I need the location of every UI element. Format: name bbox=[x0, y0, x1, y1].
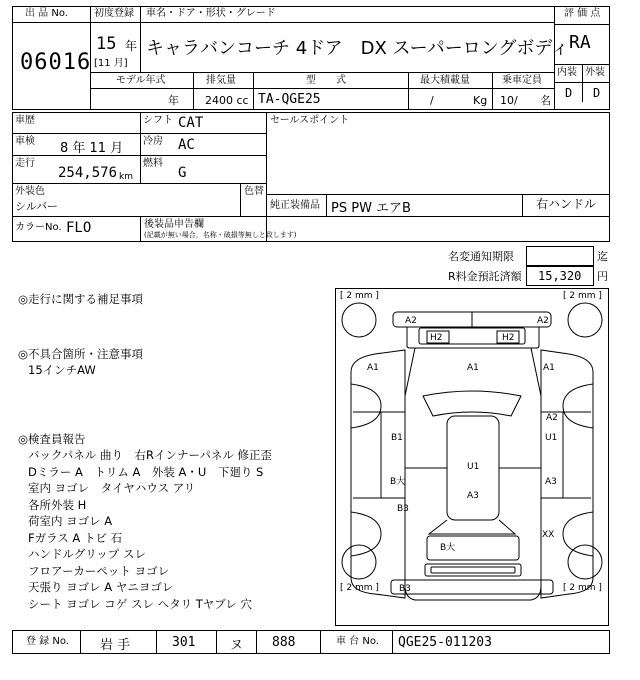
fuel-label: 燃料 bbox=[143, 158, 163, 169]
recolor-label: 色替 bbox=[244, 186, 264, 197]
damage-diagram bbox=[335, 288, 609, 626]
title-change-unit: 迄 bbox=[597, 250, 608, 263]
driving-remarks-title: ◎走行に関する補足事項 bbox=[18, 292, 144, 306]
rating: RA bbox=[569, 32, 591, 53]
defects-title: ◎不具合箇所・注意事項 bbox=[18, 347, 144, 361]
body-outline bbox=[353, 348, 591, 600]
reg-num: 888 bbox=[272, 635, 296, 650]
damage-mark-rear-bumper: B3 bbox=[399, 584, 411, 594]
damage-mark-front-bumper-l: A2 bbox=[405, 316, 417, 326]
aftermarket-note: (記載が無い場合，名称・破損等無しと致します) bbox=[144, 231, 297, 239]
damage-mark-side-l: B大 bbox=[390, 477, 406, 487]
report-line: 各所外装 H bbox=[28, 497, 87, 512]
fuel: G bbox=[178, 165, 187, 181]
report-line: Fガラス A トビ 石 bbox=[28, 530, 123, 545]
damage-mark-windshield: A1 bbox=[467, 363, 479, 373]
inspection-label: 車検 bbox=[15, 136, 35, 147]
sales-point-label: セールスポイント bbox=[270, 115, 350, 126]
lot-no: 06016 bbox=[20, 50, 92, 75]
genuine-equipment: PS PW エアB bbox=[331, 201, 411, 216]
damage-mark-hood-r: H2 bbox=[502, 333, 515, 343]
exterior-grade: D bbox=[593, 86, 601, 100]
damage-mark-fender-l: A1 bbox=[367, 363, 379, 373]
damage-mark-hood-l: H2 bbox=[430, 333, 443, 343]
displacement: 2400 cc bbox=[205, 94, 249, 107]
damage-mark-roof-2: A3 bbox=[467, 491, 479, 501]
max-load-unit: Kg bbox=[473, 94, 488, 107]
damage-mark-back: B大 bbox=[440, 543, 456, 553]
damage-mark-door-r1: A2 bbox=[546, 413, 558, 423]
color-no-label: カラーNo. bbox=[15, 222, 62, 233]
side-panels bbox=[351, 350, 593, 598]
aftermarket-label: 後装品申告欄 bbox=[144, 219, 204, 230]
max-load: / bbox=[430, 94, 434, 107]
reg-kana: ヌ bbox=[230, 638, 244, 653]
car-name: キャラバンコーチ 4ドア DX スーパーロングボディ bbox=[146, 38, 569, 59]
color: シルバー bbox=[15, 200, 58, 213]
interior-grade: D bbox=[565, 86, 573, 100]
tire-bottom-right: [ 2 mm ] bbox=[563, 583, 602, 593]
damage-mark-front-bumper-r: A2 bbox=[537, 316, 549, 326]
damage-mark-quarter-r: XX bbox=[542, 530, 555, 540]
report-line: シート ヨゴレ コゲ スレ ヘタリ Tヤブレ 穴 bbox=[28, 596, 252, 611]
name-label: 車名・ドア・形状・グレード bbox=[146, 8, 276, 19]
color-no: FLO bbox=[66, 220, 92, 236]
title-change-box bbox=[526, 246, 594, 266]
damage-mark-door-l: B1 bbox=[391, 433, 403, 443]
mileage-label: 走行 bbox=[15, 158, 35, 169]
ac: AC bbox=[178, 137, 195, 153]
exterior-label: 外装 bbox=[585, 67, 605, 78]
history-label: 車歴 bbox=[15, 115, 35, 126]
rating-label: 評 価 点 bbox=[564, 8, 601, 19]
inspector-report-title: ◎検査員報告 bbox=[18, 432, 86, 446]
report-line: Dミラー A トリム A 外装 A・U 下廻り S bbox=[28, 464, 264, 479]
first-reg-label: 初度登録 bbox=[94, 8, 134, 19]
color-label: 外装色 bbox=[15, 186, 45, 197]
chassis-no: QGE25-011203 bbox=[398, 635, 492, 650]
type-label: 型 式 bbox=[306, 75, 346, 86]
rear-bumper bbox=[391, 564, 553, 594]
reg-area: 岩 手 bbox=[100, 638, 131, 653]
capacity-label: 乗車定員 bbox=[502, 75, 542, 86]
reg-no-label: 登 録 No. bbox=[26, 636, 69, 647]
tire-top-left: [ 2 mm ] bbox=[340, 291, 379, 301]
shift: CAT bbox=[178, 115, 204, 131]
mileage-unit: km bbox=[119, 172, 133, 182]
tire-top-right: [ 2 mm ] bbox=[563, 291, 602, 301]
ac-label: 冷房 bbox=[143, 136, 163, 147]
reg-class: 301 bbox=[172, 635, 196, 650]
max-load-label: 最大積載量 bbox=[420, 75, 470, 86]
capacity: 10/ bbox=[500, 94, 518, 107]
report-line: バックパネル 曲り 右Rインナーパネル 修正歪 bbox=[28, 448, 273, 462]
model-year-unit: 年 bbox=[168, 94, 179, 107]
hood bbox=[407, 327, 539, 348]
first-reg-year-unit: 年 bbox=[125, 39, 138, 53]
capacity-unit: 名 bbox=[540, 94, 551, 107]
genuine-label: 純正装備品 bbox=[270, 200, 320, 211]
first-reg-month: [11 月] bbox=[94, 58, 128, 69]
chassis-label: 車 台 No. bbox=[336, 636, 379, 647]
damage-mark-rear-l: B3 bbox=[397, 504, 409, 514]
report-line: ハンドルグリップ スレ bbox=[28, 547, 146, 561]
report-line: 室内 ヨゴレ タイヤハウス アリ bbox=[28, 481, 196, 495]
inspection: 8 年 11 月 bbox=[60, 141, 124, 156]
tire-bottom-left: [ 2 mm ] bbox=[340, 583, 379, 593]
damage-mark-fender-r: A1 bbox=[543, 363, 555, 373]
report-line: 荷室内 ヨゴレ A bbox=[28, 514, 113, 528]
tire-front-left bbox=[342, 303, 376, 337]
mileage: 254,576 bbox=[58, 165, 118, 181]
damage-mark-door-r2: U1 bbox=[545, 433, 558, 443]
damage-mark-side-r: A3 bbox=[545, 477, 557, 487]
tire-front-right bbox=[568, 303, 602, 337]
damage-mark-roof: U1 bbox=[467, 462, 480, 472]
defects-item: 15インチAW bbox=[28, 363, 96, 377]
title-change-label: 名変通知期限 bbox=[448, 250, 514, 263]
report-line: フロアーカーペット ヨゴレ bbox=[28, 563, 170, 578]
model-year-label: モデル年式 bbox=[116, 75, 166, 86]
shift-label: シフト bbox=[143, 115, 173, 126]
recycle-unit: 円 bbox=[597, 270, 608, 283]
steering: 右ハンドル bbox=[536, 197, 597, 211]
type: TA-QGE25 bbox=[258, 92, 321, 107]
lot-no-label: 出 品 No. bbox=[25, 8, 68, 19]
report-line: 天張り ヨゴレ A ヤニヨゴレ bbox=[28, 580, 174, 594]
first-reg-year: 15 bbox=[96, 34, 117, 54]
recycle-amount: 15,320 bbox=[538, 269, 582, 283]
displacement-label: 排気量 bbox=[206, 75, 236, 86]
interior-label: 内装 bbox=[557, 67, 577, 78]
recycle-label: R料金預託済額 bbox=[448, 270, 522, 283]
